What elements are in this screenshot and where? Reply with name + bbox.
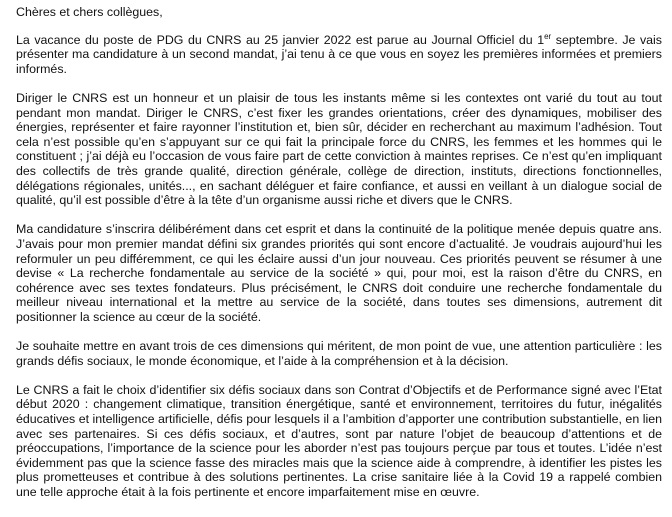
paragraph-3: Ma candidature s’inscrira délibérément dans cet esprit et dans la continuité de la politique menée depuis quatre ans. J’avais pour mon premier mandat défini six grandes priorités qui sont encore d’actualité. Je voudrais aujourd’hui les reformuler un peu différemment, ce qui les éclaire aussi d’un jour nouveau. Ces priorités peuvent se résumer à une devise « La recherche fondamentale au service de la société » qui, pour moi, est la raison d’être du CNRS, en cohérence avec ses textes fondateurs. Plus précisément, le CNRS doit conduire une recherche fondamentale du meilleur niveau international et la mettre au service de la société, dans toutes ses dimensions, autrement dit positionner la science au cœur de la société. [16,222,662,324]
paragraph-5: Le CNRS a fait le choix d’identifier six défis sociaux dans son Contrat d’Objectifs et de Performance signé avec l’Etat début 2020 : changement climatique, transition énergétique, santé et environnement, territoires du futur, inégalités éducatives et intelligence artificielle, défis pour lesquels il a l’ambition d’apporter une contribution substantielle, en lien avec ses partenaires. Si ces défis sociaux, et d’autres, sont par nature l’objet de beaucoup d’attentions et de préoccupations, l’importance de la science pour les aborder n’est pas toujours perçue par tous et toutes. L’idée n’est évidemment pas que la science fasse des miracles mais que la science aide à comprendre, à identifier les pistes les plus prometteuses et contribue à des solutions pertinentes. La crise sanitaire liée à la Covid 19 a rappelé combien une telle approche était à la fois pertinente et encore imparfaitement mise en œuvre. [16,382,662,499]
paragraph-1 [16,33,662,77]
superscript-er: er [544,31,552,41]
paragraph-2: Diriger le CNRS est un honneur et un plaisir de tous les instants même si les contextes ont varié du tout au tout pendant mon mandat. Diriger le CNRS, c’est fixer les grandes orientations, créer des dynamiques, mobiliser des énergies, représenter et faire rayonner l’institution et, bien sûr, décider en recherchant au maximum l’adhésion. Tout cela n’est possible qu’en s’appuyant sur ce qui fait la principale force du CNRS, les femmes et les hommes qui le constituent ; j’ai déjà eu l’occasion de vous faire part de cette conviction à maintes reprises. Ce n’est qu’en impliquant des collectifs de très grande qualité, direction générale, collège de direction, instituts, directions fonctionnelles, délégations régionales, unités..., en sachant déléguer et faire confiance, et aussi en veillant à un dialogue social de qualité, qu’il est possible d’être à la tête d’un organisme aussi riche et divers que le CNRS. [16,90,662,208]
salutation: Chères et chers collègues, [16,5,163,19]
paragraph-1-text-end: septembre. Je vais présenter ma candidature à un second mandat, j’ai tenu à ce que vous en soyez les premières informées et premiers informés. [16,32,662,76]
paragraph-4: Je souhaite mettre en avant trois de ces dimensions qui méritent, de mon point de vue, une attention particulière : les grands défis sociaux, le monde économique, et l’aide à la compréhension et à la décision. [16,339,662,368]
letter-page [16,5,662,500]
paragraph-1-text-start: La vacance du poste de PDG du CNRS au 25 janvier 2022 est parue au Journal Officiel du 1 [16,32,545,47]
